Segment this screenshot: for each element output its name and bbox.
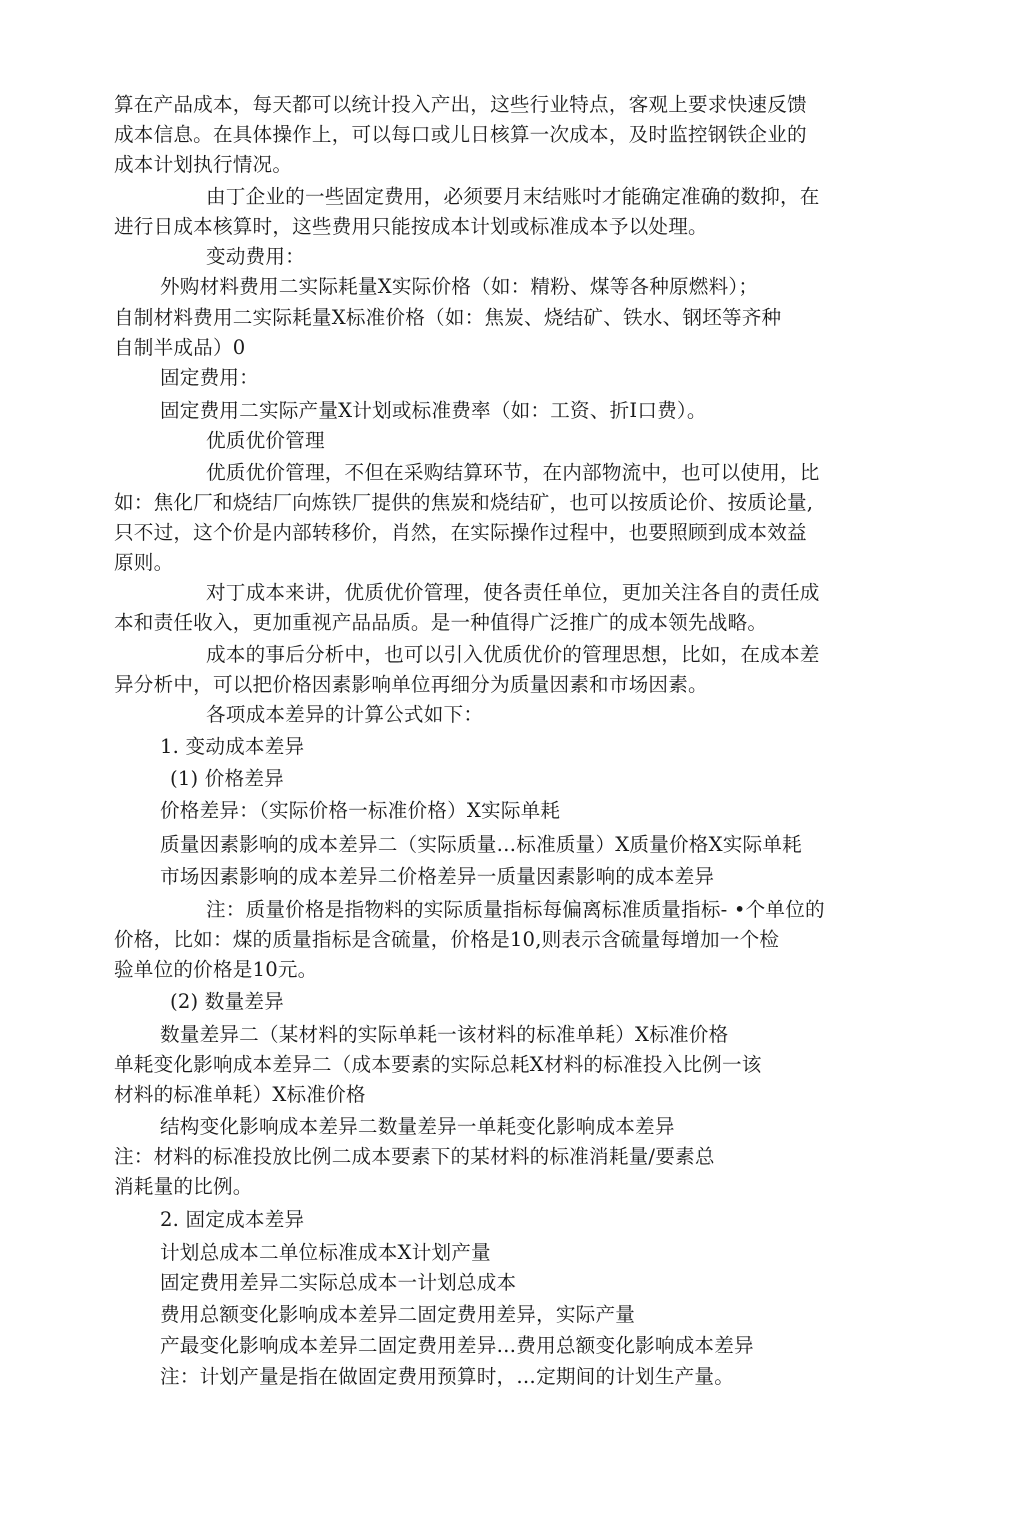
text-line: 如：焦化厂和烧结厂向炼铁厂提供的焦炭和烧结矿，也可以按质论价、按质论量, bbox=[114, 491, 814, 514]
text-line: 进行日成本核算时，这些费用只能按成本计划或标准成本予以处理。 bbox=[114, 215, 708, 238]
text-line: 由丁企业的一些固定费用，必须要月末结账吋才能确定准确的数抑，在 bbox=[206, 185, 820, 208]
formula-line: 费用总额变化影响成本差异二固定费用差异，实际产量 bbox=[160, 1303, 636, 1326]
note-line: 消耗量的比例。 bbox=[114, 1175, 253, 1198]
section-heading: 2. 固定成本差异 bbox=[160, 1208, 305, 1231]
text-line: 对丁成本来讲，优质优价管理，使各责任单位，更加关注各自的责任成 bbox=[206, 581, 820, 604]
text-line: 各项成本差异的计算公式如下： bbox=[206, 703, 484, 726]
text-line: 成本计划执行情况。 bbox=[114, 153, 293, 176]
text-line: 优质优价管理 bbox=[206, 429, 325, 452]
formula-line: 固定费用差异二实际总成本一计划总成本 bbox=[160, 1271, 517, 1294]
text-line: 原则。 bbox=[114, 551, 174, 574]
text-line: 异分析中，可以把价格因素影响单位再细分为质量因素和市场因素。 bbox=[114, 673, 708, 696]
formula-line: 计划总成本二单位标准成本X计划产量 bbox=[160, 1241, 491, 1264]
text-line: 成本的事后分析中，也可以引入优质优价的管理思想，比如，在成本差 bbox=[206, 643, 820, 666]
subsection-heading: (2) 数量差异 bbox=[170, 990, 284, 1013]
note-line: 注：材料的标准投放比例二成本要素下的某材料的标准消耗量/要素总 bbox=[114, 1145, 715, 1168]
formula-line: 市场因素影响的成本差异二价格差异一质量因素影响的成本差异 bbox=[160, 865, 715, 888]
formula-line: 产最变化影响成本差异二固定费用差异…费用总额变化影响成本差异 bbox=[160, 1334, 754, 1357]
text-line: 算在产品成本，每天都可以统计投入产出，这些行业特点，客观上要求快速反馈 bbox=[114, 93, 807, 116]
formula-line: 结构变化影响成本差异二数量差异一单耗变化影响成本差异 bbox=[160, 1115, 675, 1138]
subsection-heading: (1) 价格差异 bbox=[170, 767, 284, 790]
text-line: 优质优价管理，不但在采购结算环节，在内部物流中，也可以使用，比 bbox=[206, 461, 820, 484]
note-line: 注：计划产量是指在做固定费用预算时，…定期间的计划生产量。 bbox=[160, 1365, 735, 1388]
note-line: 注：质量价格是指物料的实际质量指标每偏离标准质量指标- •个单位的 bbox=[206, 898, 825, 921]
text-line: 固定费用： bbox=[160, 366, 259, 389]
text-line: 外购材料费用二实际耗量X实际价格（如：精粉、煤等各种原燃料）； bbox=[160, 275, 759, 298]
text-line: 变动费用： bbox=[206, 245, 305, 268]
formula-line: 价格差异：（实际价格一标准价格）X实际单耗 bbox=[160, 799, 561, 822]
section-heading: 1. 变动成本差异 bbox=[160, 735, 305, 758]
note-line: 验单位的价格是10元。 bbox=[114, 958, 318, 981]
formula-line: 材料的标准单耗）X标准价格 bbox=[114, 1083, 366, 1106]
text-line: 自制材料费用二实际耗量X标准价格（如：焦炭、烧结矿、铁水、钢坯等齐种 bbox=[114, 306, 782, 329]
formula-line: 数量差异二（某材料的实际单耗一该材料的标准单耗）X标准价格 bbox=[160, 1023, 729, 1046]
text-line: 自制半成品）0 bbox=[114, 336, 246, 359]
formula-line: 单耗变化影响成本差异二（成本要素的实际总耗X材料的标准投入比例一该 bbox=[114, 1053, 762, 1076]
text-line: 只不过，这个价是内部转移价，肖然，在实际操作过程中，也要照顾到成本效益 bbox=[114, 521, 807, 544]
text-line: 成本信息。在具体操作上，可以每口或儿日核算一次成本，及时监控钢铁企业的 bbox=[114, 123, 807, 146]
text-line: 本和责任收入，更加重视产品品质。是一种值得广泛推广的成本领先战略。 bbox=[114, 611, 768, 634]
formula-line: 质量因素影响的成本差异二（实际质量…标准质量）X质量价格X实际单耗 bbox=[160, 833, 802, 856]
text-line: 固定费用二实际产量X计划或标准费率（如：工资、折I口费）。 bbox=[160, 399, 707, 422]
note-line: 价格，比如：煤的质量指标是含硫量，价格是10,则表示含硫量每增加一个检 bbox=[114, 928, 780, 951]
